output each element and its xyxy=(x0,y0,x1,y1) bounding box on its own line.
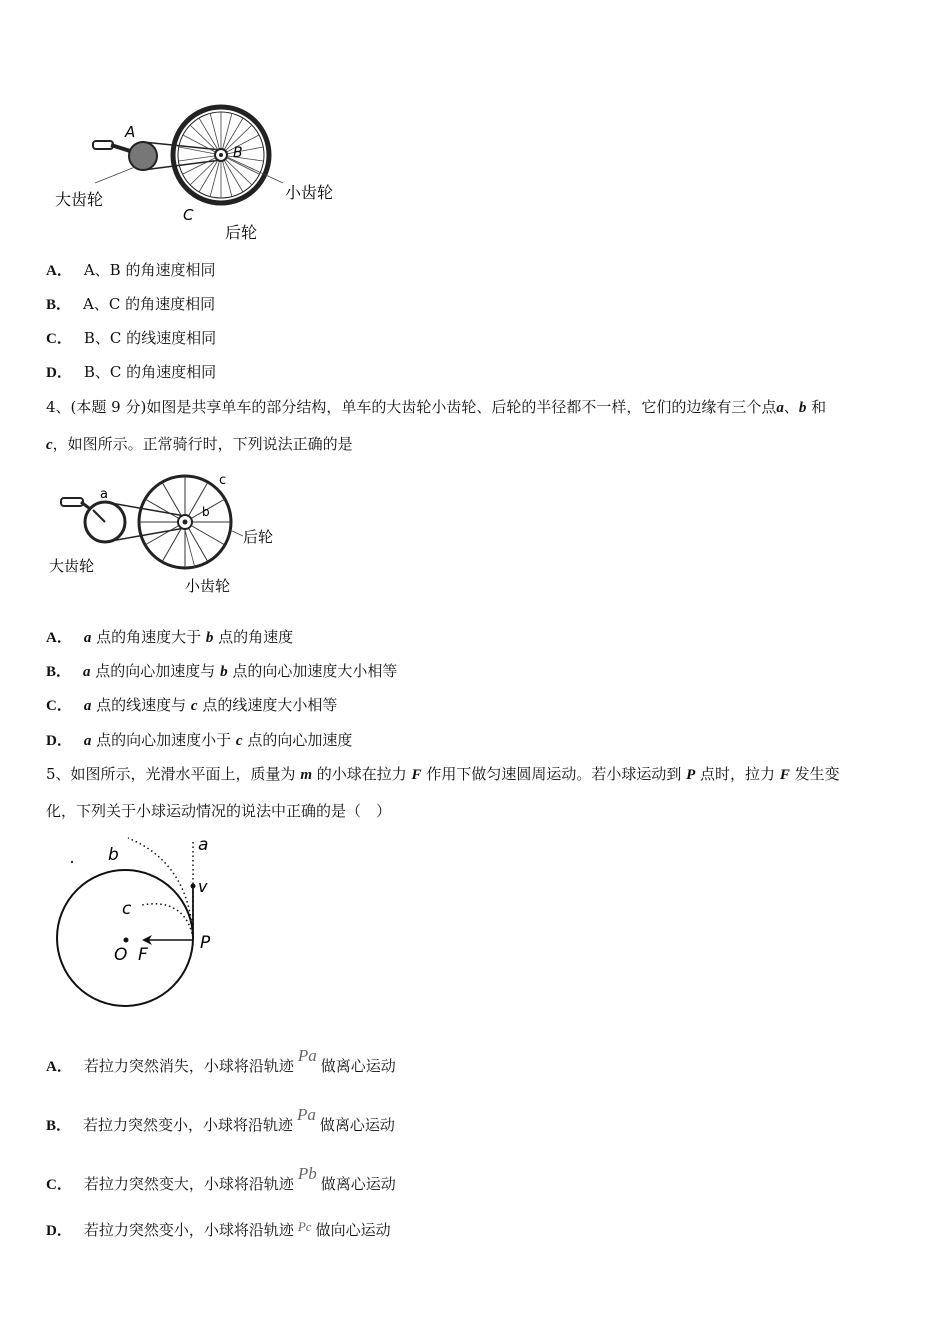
option-key: A． xyxy=(46,630,72,646)
var-P: P xyxy=(686,767,696,783)
q4-stem-line2 xyxy=(46,434,353,455)
text-1: 点的线速度与 xyxy=(91,696,191,714)
option-key: C． xyxy=(46,1177,72,1193)
label-O: O xyxy=(114,945,128,965)
var-F-2: F xyxy=(779,767,790,783)
option-text-1: 若拉力突然变小，小球将沿轨迹 xyxy=(83,1221,294,1239)
option-key: D． xyxy=(46,365,72,381)
bicycle-figure-2 xyxy=(45,468,285,603)
var-F: F xyxy=(411,767,422,783)
path-symbol: Pa xyxy=(297,1046,317,1065)
option-key: D． xyxy=(46,733,72,749)
text-2: 点的向心加速度大小相等 xyxy=(227,662,398,680)
q4-option-d[interactable] xyxy=(46,730,352,751)
option-text: A、B 的角速度相同 xyxy=(83,261,216,279)
label-big-gear: 大齿轮 xyxy=(49,557,95,575)
q4-option-b[interactable] xyxy=(46,661,397,682)
var-1: a xyxy=(83,733,92,749)
q5-option-b[interactable] xyxy=(46,1105,395,1136)
center-point xyxy=(124,938,129,943)
path-symbol: Pc xyxy=(297,1219,312,1234)
q4-option-a[interactable] xyxy=(46,627,293,648)
var-a: a xyxy=(776,400,784,416)
var-2: c xyxy=(190,698,198,714)
q4-line1-text: 4、(本题 9 分)如图是共享单车的部分结构，单车的大齿轮小齿轮、后轮的半径都不一样，它们的边缘有三个点 xyxy=(46,398,777,416)
option-text-2: 做离心运动 xyxy=(320,1175,396,1193)
label-c: c xyxy=(122,899,132,919)
q4-option-c[interactable] xyxy=(46,695,337,716)
text-2: 点的角速度 xyxy=(213,628,294,646)
option-key: D． xyxy=(46,1223,72,1239)
label-P: P xyxy=(200,933,211,953)
option-key: A． xyxy=(46,1059,72,1075)
q5-text-5: 发生变 xyxy=(789,765,840,783)
label-a: a xyxy=(198,835,209,855)
option-key: B． xyxy=(46,297,72,313)
q5-option-c[interactable] xyxy=(46,1164,396,1195)
leader-small-gear xyxy=(185,530,195,568)
leader-rear-wheel xyxy=(230,530,243,536)
var-1: a xyxy=(83,698,92,714)
option-text: A、C 的角速度相同 xyxy=(83,295,216,313)
option-text-2: 做离心运动 xyxy=(319,1116,395,1134)
bicycle-figure-1 xyxy=(55,95,345,245)
q4-stem-line1 xyxy=(46,397,826,418)
sep: 、 xyxy=(783,398,799,416)
var-c: c xyxy=(46,437,53,453)
text-1: 点的角速度大于 xyxy=(91,628,206,646)
option-text-2: 做离心运动 xyxy=(320,1057,396,1075)
option-text-1: 若拉力突然消失，小球将沿轨迹 xyxy=(83,1057,294,1075)
label-a: a xyxy=(100,487,108,502)
label-small-gear: 小齿轮 xyxy=(285,183,334,202)
rear-hub xyxy=(183,520,188,525)
q5-text-3: 作用下做匀速圆周运动。若小球运动到 xyxy=(421,765,687,783)
q4-line2-text: ，如图所示。正常骑行时，下列说法正确的是 xyxy=(52,435,353,453)
label-C: C xyxy=(183,206,194,224)
label-v: v xyxy=(198,877,208,896)
label-small-gear: 小齿轮 xyxy=(185,577,231,595)
rear-hub xyxy=(219,153,223,157)
q3-option-a[interactable] xyxy=(46,260,215,281)
text-2: 点的线速度大小相等 xyxy=(197,696,338,714)
label-rear-wheel: 后轮 xyxy=(243,528,274,546)
var-2: b xyxy=(220,664,228,680)
q5-stem-line2 xyxy=(46,801,391,821)
option-key: C． xyxy=(46,331,72,347)
q5-option-a[interactable] xyxy=(46,1046,396,1077)
label-A: A xyxy=(125,123,136,141)
label-B: B xyxy=(233,145,243,161)
velocity-dot xyxy=(191,884,196,889)
trajectory-b xyxy=(128,838,193,938)
q3-option-b[interactable] xyxy=(46,294,215,315)
var-b: b xyxy=(798,400,807,416)
text-1: 点的向心加速度小于 xyxy=(91,731,236,749)
pedal-shape xyxy=(93,141,113,149)
q5-option-d[interactable] xyxy=(46,1220,391,1241)
option-text-1: 若拉力突然变小，小球将沿轨迹 xyxy=(83,1116,294,1134)
var-2: b xyxy=(205,630,214,646)
option-text-1: 若拉力突然变大，小球将沿轨迹 xyxy=(83,1175,294,1193)
big-gear-circle xyxy=(129,142,157,170)
q3-option-d[interactable] xyxy=(46,362,216,383)
label-big-gear: 大齿轮 xyxy=(55,190,104,209)
leader-big-gear xyxy=(95,167,135,183)
q5-text-4: 点时，拉力 xyxy=(695,765,780,783)
path-symbol: Pa xyxy=(297,1105,316,1124)
label-rear-wheel: 后轮 xyxy=(225,223,258,242)
text-2: 点的向心加速度 xyxy=(242,731,353,749)
speck-dot xyxy=(71,861,73,863)
and-word: 和 xyxy=(806,398,827,416)
circular-motion-figure xyxy=(50,830,230,1015)
q5-text-2: 的小球在拉力 xyxy=(312,765,412,783)
option-text: B、C 的线速度相同 xyxy=(83,329,217,347)
var-1: a xyxy=(83,630,92,646)
option-key: C． xyxy=(46,698,72,714)
q5-text-1: 5、如图所示，光滑水平面上，质量为 xyxy=(46,765,301,783)
label-b: b xyxy=(202,505,210,519)
var-2: c xyxy=(235,733,243,749)
label-F: F xyxy=(138,945,148,965)
option-text-2: 做向心运动 xyxy=(315,1221,391,1239)
path-symbol: Pb xyxy=(297,1164,317,1183)
q3-option-c[interactable] xyxy=(46,328,216,349)
q5-line2-text: 化，下列关于小球运动情况的说法中正确的是（ ） xyxy=(46,802,392,820)
trajectory-c xyxy=(142,904,193,938)
option-key: A． xyxy=(46,263,72,279)
option-key: B． xyxy=(46,1118,72,1134)
text-1: 点的向心加速度与 xyxy=(90,662,221,680)
option-key: B． xyxy=(46,664,72,680)
var-1: a xyxy=(83,664,91,680)
option-text: B、C 的角速度相同 xyxy=(83,363,217,381)
q5-stem-line1 xyxy=(46,764,840,785)
var-m: m xyxy=(300,767,312,783)
pedal-shape xyxy=(61,498,83,506)
label-c: c xyxy=(219,473,227,488)
label-b: b xyxy=(108,845,119,865)
